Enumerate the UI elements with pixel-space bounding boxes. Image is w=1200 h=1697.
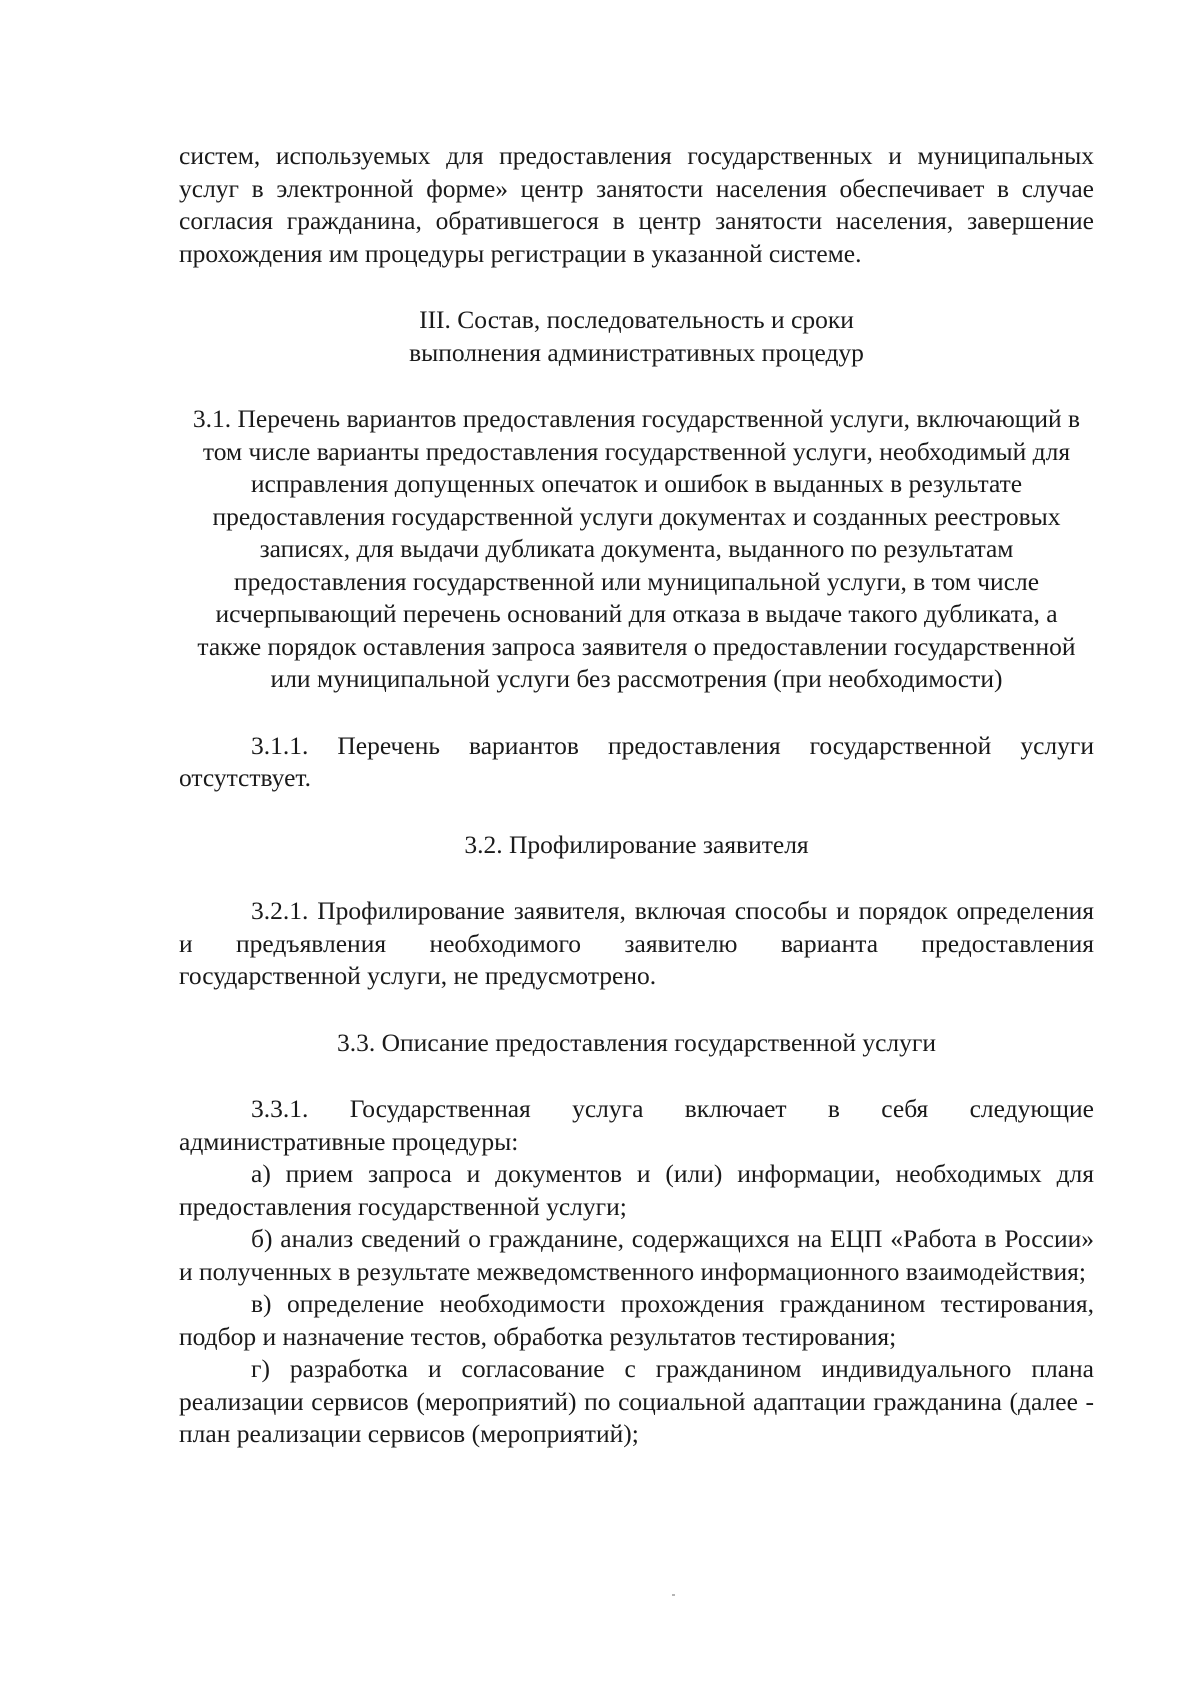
list-item-g: г) разработка и согласование с гражданином индивидуального плана реализации сервисов (мероприятий) по социальной адаптации гражданина (далее - план реализации сервисов (мероприятий); — [179, 1354, 1094, 1448]
paragraph-3-2-1: 3.2.1. Профилирование заявителя, включая способы и порядок определения и предъявления необходимого заявителю варианта предоставления государственной услуги, не предусмотрено. — [179, 896, 1094, 990]
list-item-v: в) определение необходимости прохождения гражданином тестирования, подбор и назначение тестов, обработка результатов тестирования; — [179, 1289, 1094, 1351]
intro-paragraph: систем, используемых для предоставления государственных и муниципальных услуг в электронной форме» центр занятости населения обеспечивает в случае согласия гражданина, обратившегося в центр занятости населения, завершение прохождения им процедуры регистрации в указанной системе. — [179, 141, 1094, 268]
scan-speck — [672, 1594, 675, 1596]
heading-3-1: 3.1. Перечень вариантов предоставления государственной услуги, включающий в том числе варианты предоставления государственной услуги, необходимый для исправления допущенных опечаток и ошибок в выданных в результате предоставления государственной услуги документах и созданных реестровых записях, для выдачи дубликата документа, выданного по результатам предоставления государственной или муниципальной услуги, в том числе исчерпывающий перечень оснований для отказа в выдаче такого дубликата, а также порядок оставления запроса заявителя о предоставлении государственной или муниципальной услуги без рассмотрения (при необходимости) — [192, 404, 1081, 693]
heading-3-2: 3.2. Профилирование заявителя — [464, 829, 809, 859]
section-title-line-2: выполнения административных процедур — [409, 337, 864, 367]
paragraph-3-3-1: 3.3.1. Государственная услуга включает в себя следующие административные процедуры: — [179, 1094, 1094, 1156]
list-item-b: б) анализ сведений о гражданине, содержащихся на ЕЦП «Работа в России» и полученных в результате межведомственного информационного взаимодействия; — [179, 1224, 1094, 1286]
paragraph-3-1-1: 3.1.1. Перечень вариантов предоставления государственной услуги отсутствует. — [179, 730, 1094, 792]
heading-3-3: 3.3. Описание предоставления государственной услуги — [336, 1027, 936, 1057]
document-body — [179, 140, 1094, 1451]
list-item-a: а) прием запроса и документов и (или) информации, необходимых для предоставления государственной услуги; — [179, 1159, 1094, 1221]
section-title-line-1: III. Состав, последовательность и сроки — [419, 305, 854, 334]
